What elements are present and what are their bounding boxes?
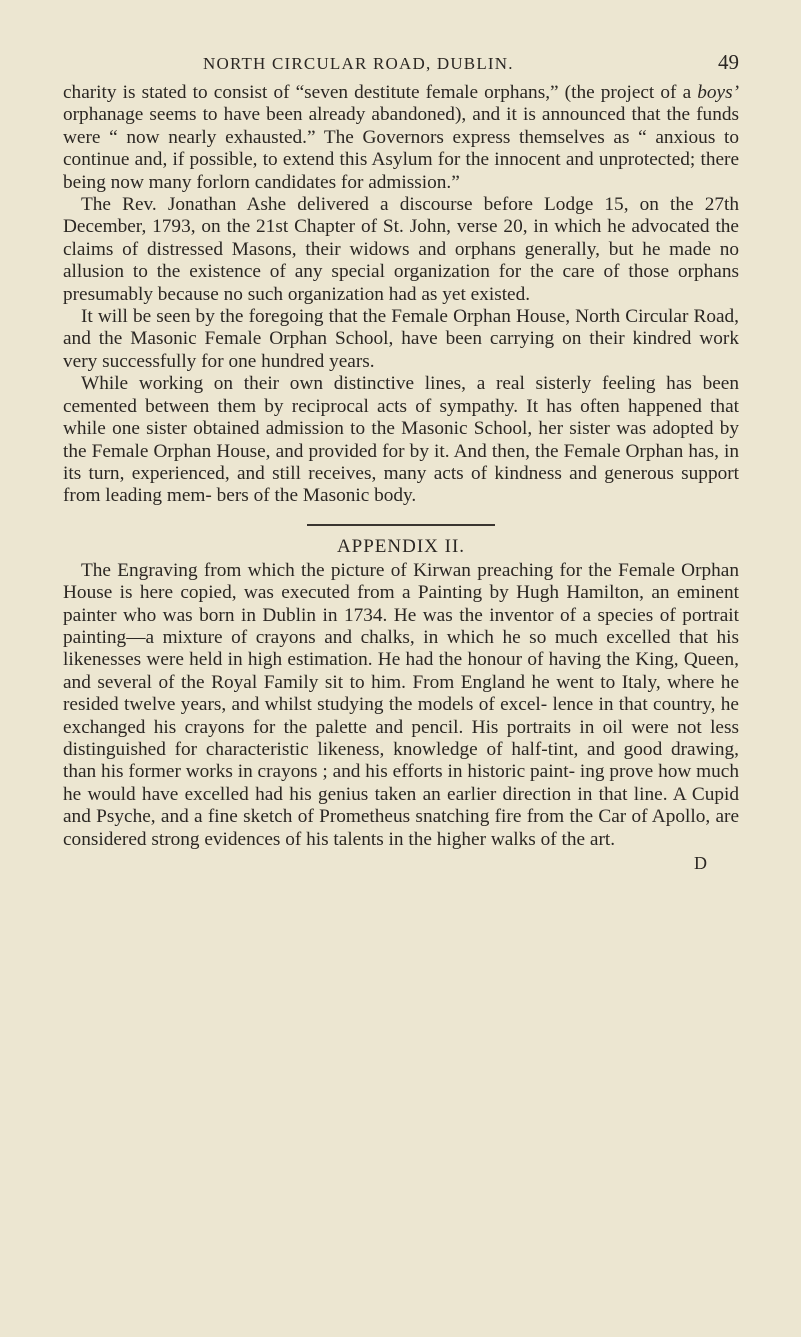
paragraph-charity-end: orphanage seems to have been already abandoned), and it is announced that the funds were “ now nearly exhausted.” The Governors express themselves as “ anxious to continue and, if possible, to extend this Asylum for the innocent and unprotected; there being now many forlorn candidates for admission.” [63, 104, 739, 193]
section-divider [307, 524, 495, 526]
paragraph-charity [63, 82, 739, 194]
paragraph-sisterly-feeling: While working on their own distinctive lines, a real sisterly feeling has been cemented between them by reciprocal acts of sympathy. It has often happened that while one sister obtained admission to the Masonic School, her sister was adopted by the Female Orphan House, and provided for by it. And then, the Female Orphan has, in its turn, experienced, and still receives, many acts of kindness and generous support from leading mem- bers of the Masonic body. [63, 373, 739, 507]
appendix-text [63, 560, 739, 851]
paragraph-ashe-discourse: The Rev. Jonathan Ashe delivered a discourse before Lodge 15, on the 27th December, 1793, on the 21st Chapter of St. John, verse 20, in which he advocated the claims of distressed Masons, their widows and orphans generally, but he made no allusion to the existence of any special organization for the care of those orphans presumably because no such organization had as yet existed. [63, 194, 739, 305]
paragraph-hundred-years: It will be seen by the foregoing that the Female Orphan House, North Circular Road, and the Masonic Female Orphan School, have been carrying on their kindred work very successfully for one hundred years. [63, 306, 739, 372]
book-page [63, 48, 739, 874]
paragraph-charity-italic: boys’ [697, 82, 739, 103]
paragraph-charity-start: charity is stated to consist of “seven destitute female orphans,” (the project of a [63, 82, 698, 103]
page-number: 49 [718, 50, 739, 74]
signature-mark: D [694, 853, 707, 873]
body-text [63, 82, 739, 508]
appendix-heading: APPENDIX II. [336, 535, 466, 557]
paragraph-engraving: The Engraving from which the picture of Kirwan preaching for the Female Orphan House is here copied, was executed from a Painting by Hugh Hamilton, an eminent painter who was born in Dublin in 1734. He was the inventor of a species of portrait painting—a mixture of crayons and chalks, in which he so much excelled that his likenesses were held in high estimation. He had the honour of having the King, Queen, and several of the Royal Family sit to him. From England he went to Italy, where he resided twelve years, and whilst studying the models of excel- lence in that country, he exchanged his crayons for the palette and pencil. His portraits in oil were not less distinguished for characteristic likeness, knowledge of half-tint, and good drawing, than his former works in crayons ; and his efforts in historic paint- ing prove how much he would have excelled had his genius taken an earlier direction in that line. A Cupid and Psyche, and a fine sketch of Prometheus snatching fire from the Car of Apollo, are considered strong evidences of his talents in the higher walks of the art. [63, 559, 739, 850]
running-head [63, 48, 739, 82]
running-title: NORTH CIRCULAR ROAD, DUBLIN. [203, 54, 514, 73]
